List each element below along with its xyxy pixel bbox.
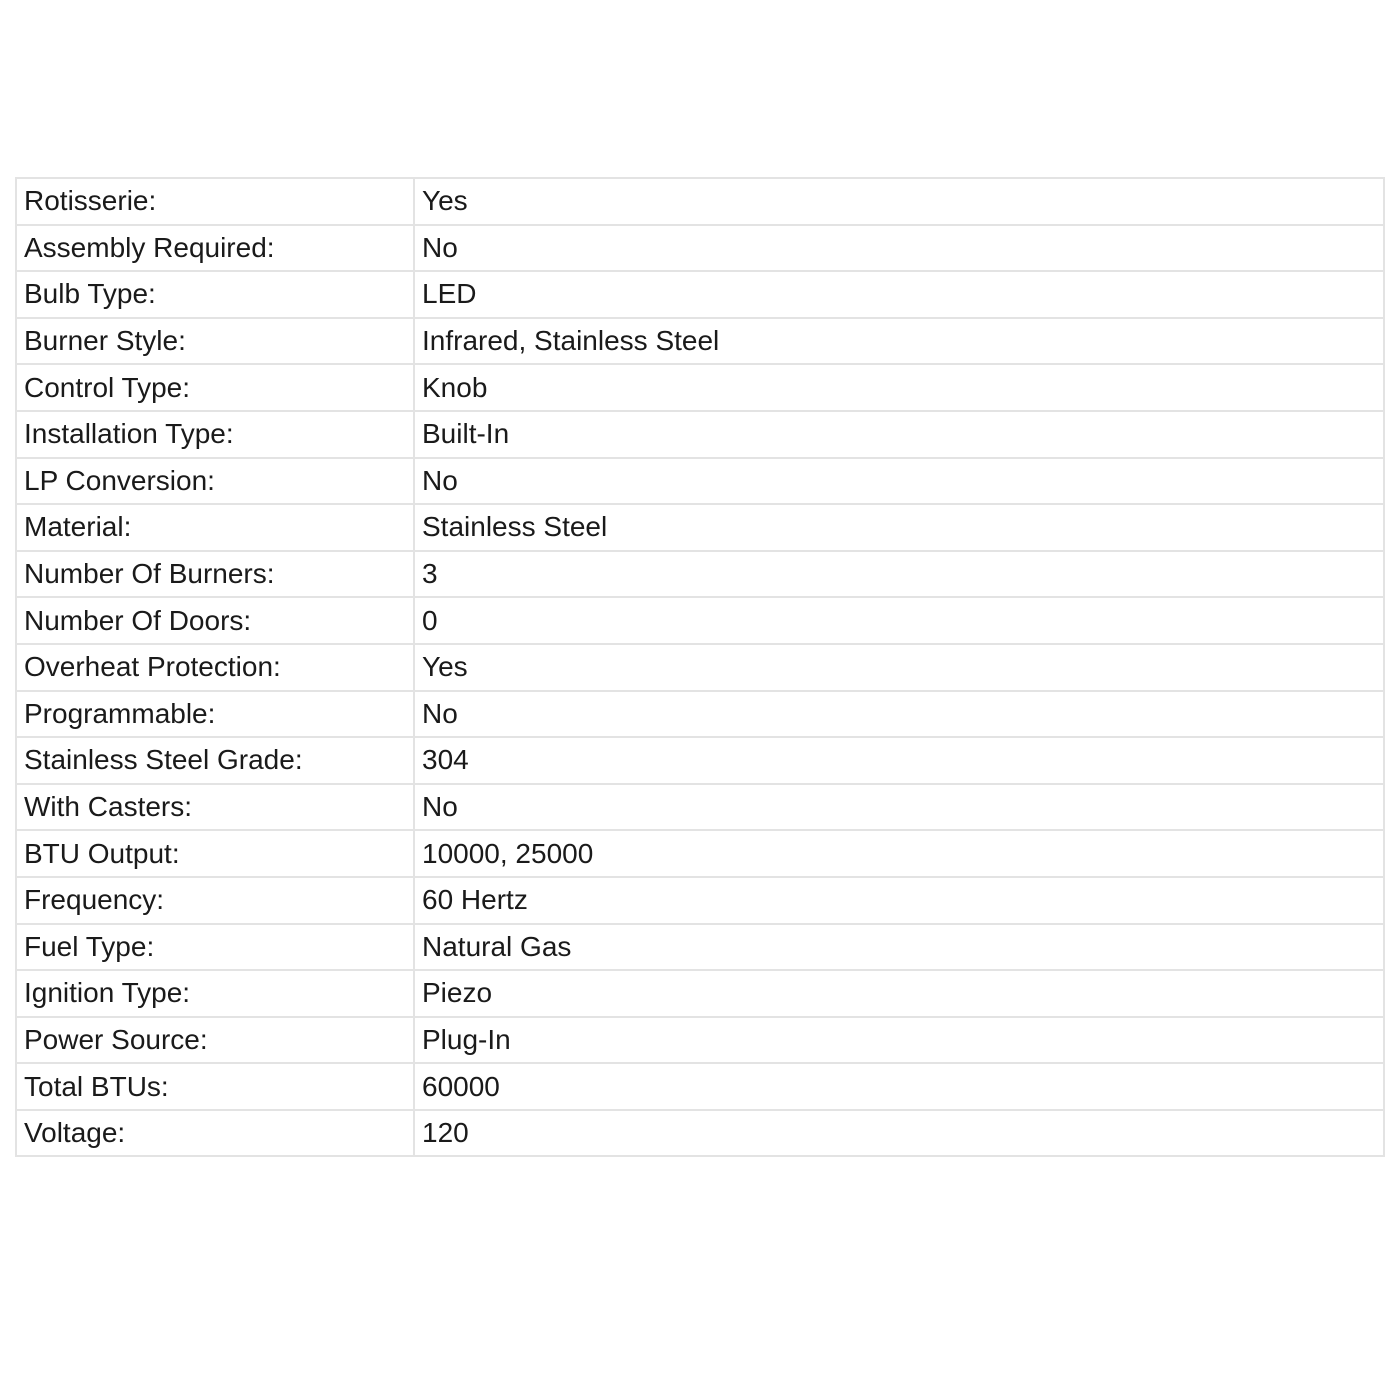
spec-row-programmable [16,691,1384,738]
spec-row-lp-conversion [16,458,1384,505]
spec-row-ignition-type [16,970,1384,1017]
spec-row-rotisserie [16,178,1384,225]
spec-value: Knob [414,364,1384,411]
specifications-table-body [16,178,1384,1156]
spec-label: Total BTUs: [16,1063,414,1110]
spec-label: Burner Style: [16,318,414,365]
spec-value: 304 [414,737,1384,784]
spec-label: Assembly Required: [16,225,414,272]
spec-label: Rotisserie: [16,178,414,225]
spec-label: Voltage: [16,1110,414,1157]
spec-label: Ignition Type: [16,970,414,1017]
spec-label: Programmable: [16,691,414,738]
spec-value: 60 Hertz [414,877,1384,924]
spec-row-voltage [16,1110,1384,1157]
spec-label: Fuel Type: [16,924,414,971]
spec-row-total-btus [16,1063,1384,1110]
spec-row-power-source [16,1017,1384,1064]
spec-value: Yes [414,644,1384,691]
spec-value: 120 [414,1110,1384,1157]
spec-row-number-of-burners [16,551,1384,598]
spec-label: Number Of Burners: [16,551,414,598]
spec-value: 60000 [414,1063,1384,1110]
spec-row-fuel-type [16,924,1384,971]
spec-label: Number Of Doors: [16,597,414,644]
spec-value: 3 [414,551,1384,598]
spec-value: No [414,784,1384,831]
spec-label: Installation Type: [16,411,414,458]
spec-label: With Casters: [16,784,414,831]
spec-value: Stainless Steel [414,504,1384,551]
spec-value: LED [414,271,1384,318]
spec-value: Plug-In [414,1017,1384,1064]
spec-row-number-of-doors [16,597,1384,644]
spec-value: Yes [414,178,1384,225]
spec-value: 0 [414,597,1384,644]
spec-label: Power Source: [16,1017,414,1064]
spec-value: Natural Gas [414,924,1384,971]
specifications-table [15,177,1385,1157]
spec-value: Infrared, Stainless Steel [414,318,1384,365]
spec-label: BTU Output: [16,830,414,877]
spec-value: Piezo [414,970,1384,1017]
spec-row-control-type [16,364,1384,411]
spec-row-burner-style [16,318,1384,365]
spec-label: LP Conversion: [16,458,414,505]
spec-label: Frequency: [16,877,414,924]
spec-label: Material: [16,504,414,551]
spec-row-installation-type [16,411,1384,458]
spec-value: No [414,458,1384,505]
spec-value: Built-In [414,411,1384,458]
spec-label: Control Type: [16,364,414,411]
spec-label: Stainless Steel Grade: [16,737,414,784]
spec-row-material [16,504,1384,551]
spec-row-with-casters [16,784,1384,831]
spec-row-assembly-required [16,225,1384,272]
spec-row-overheat-protection [16,644,1384,691]
spec-row-bulb-type [16,271,1384,318]
spec-value: No [414,691,1384,738]
spec-row-frequency [16,877,1384,924]
spec-row-stainless-steel-grade [16,737,1384,784]
spec-value: No [414,225,1384,272]
spec-label: Overheat Protection: [16,644,414,691]
spec-label: Bulb Type: [16,271,414,318]
spec-row-btu-output [16,830,1384,877]
spec-value: 10000, 25000 [414,830,1384,877]
